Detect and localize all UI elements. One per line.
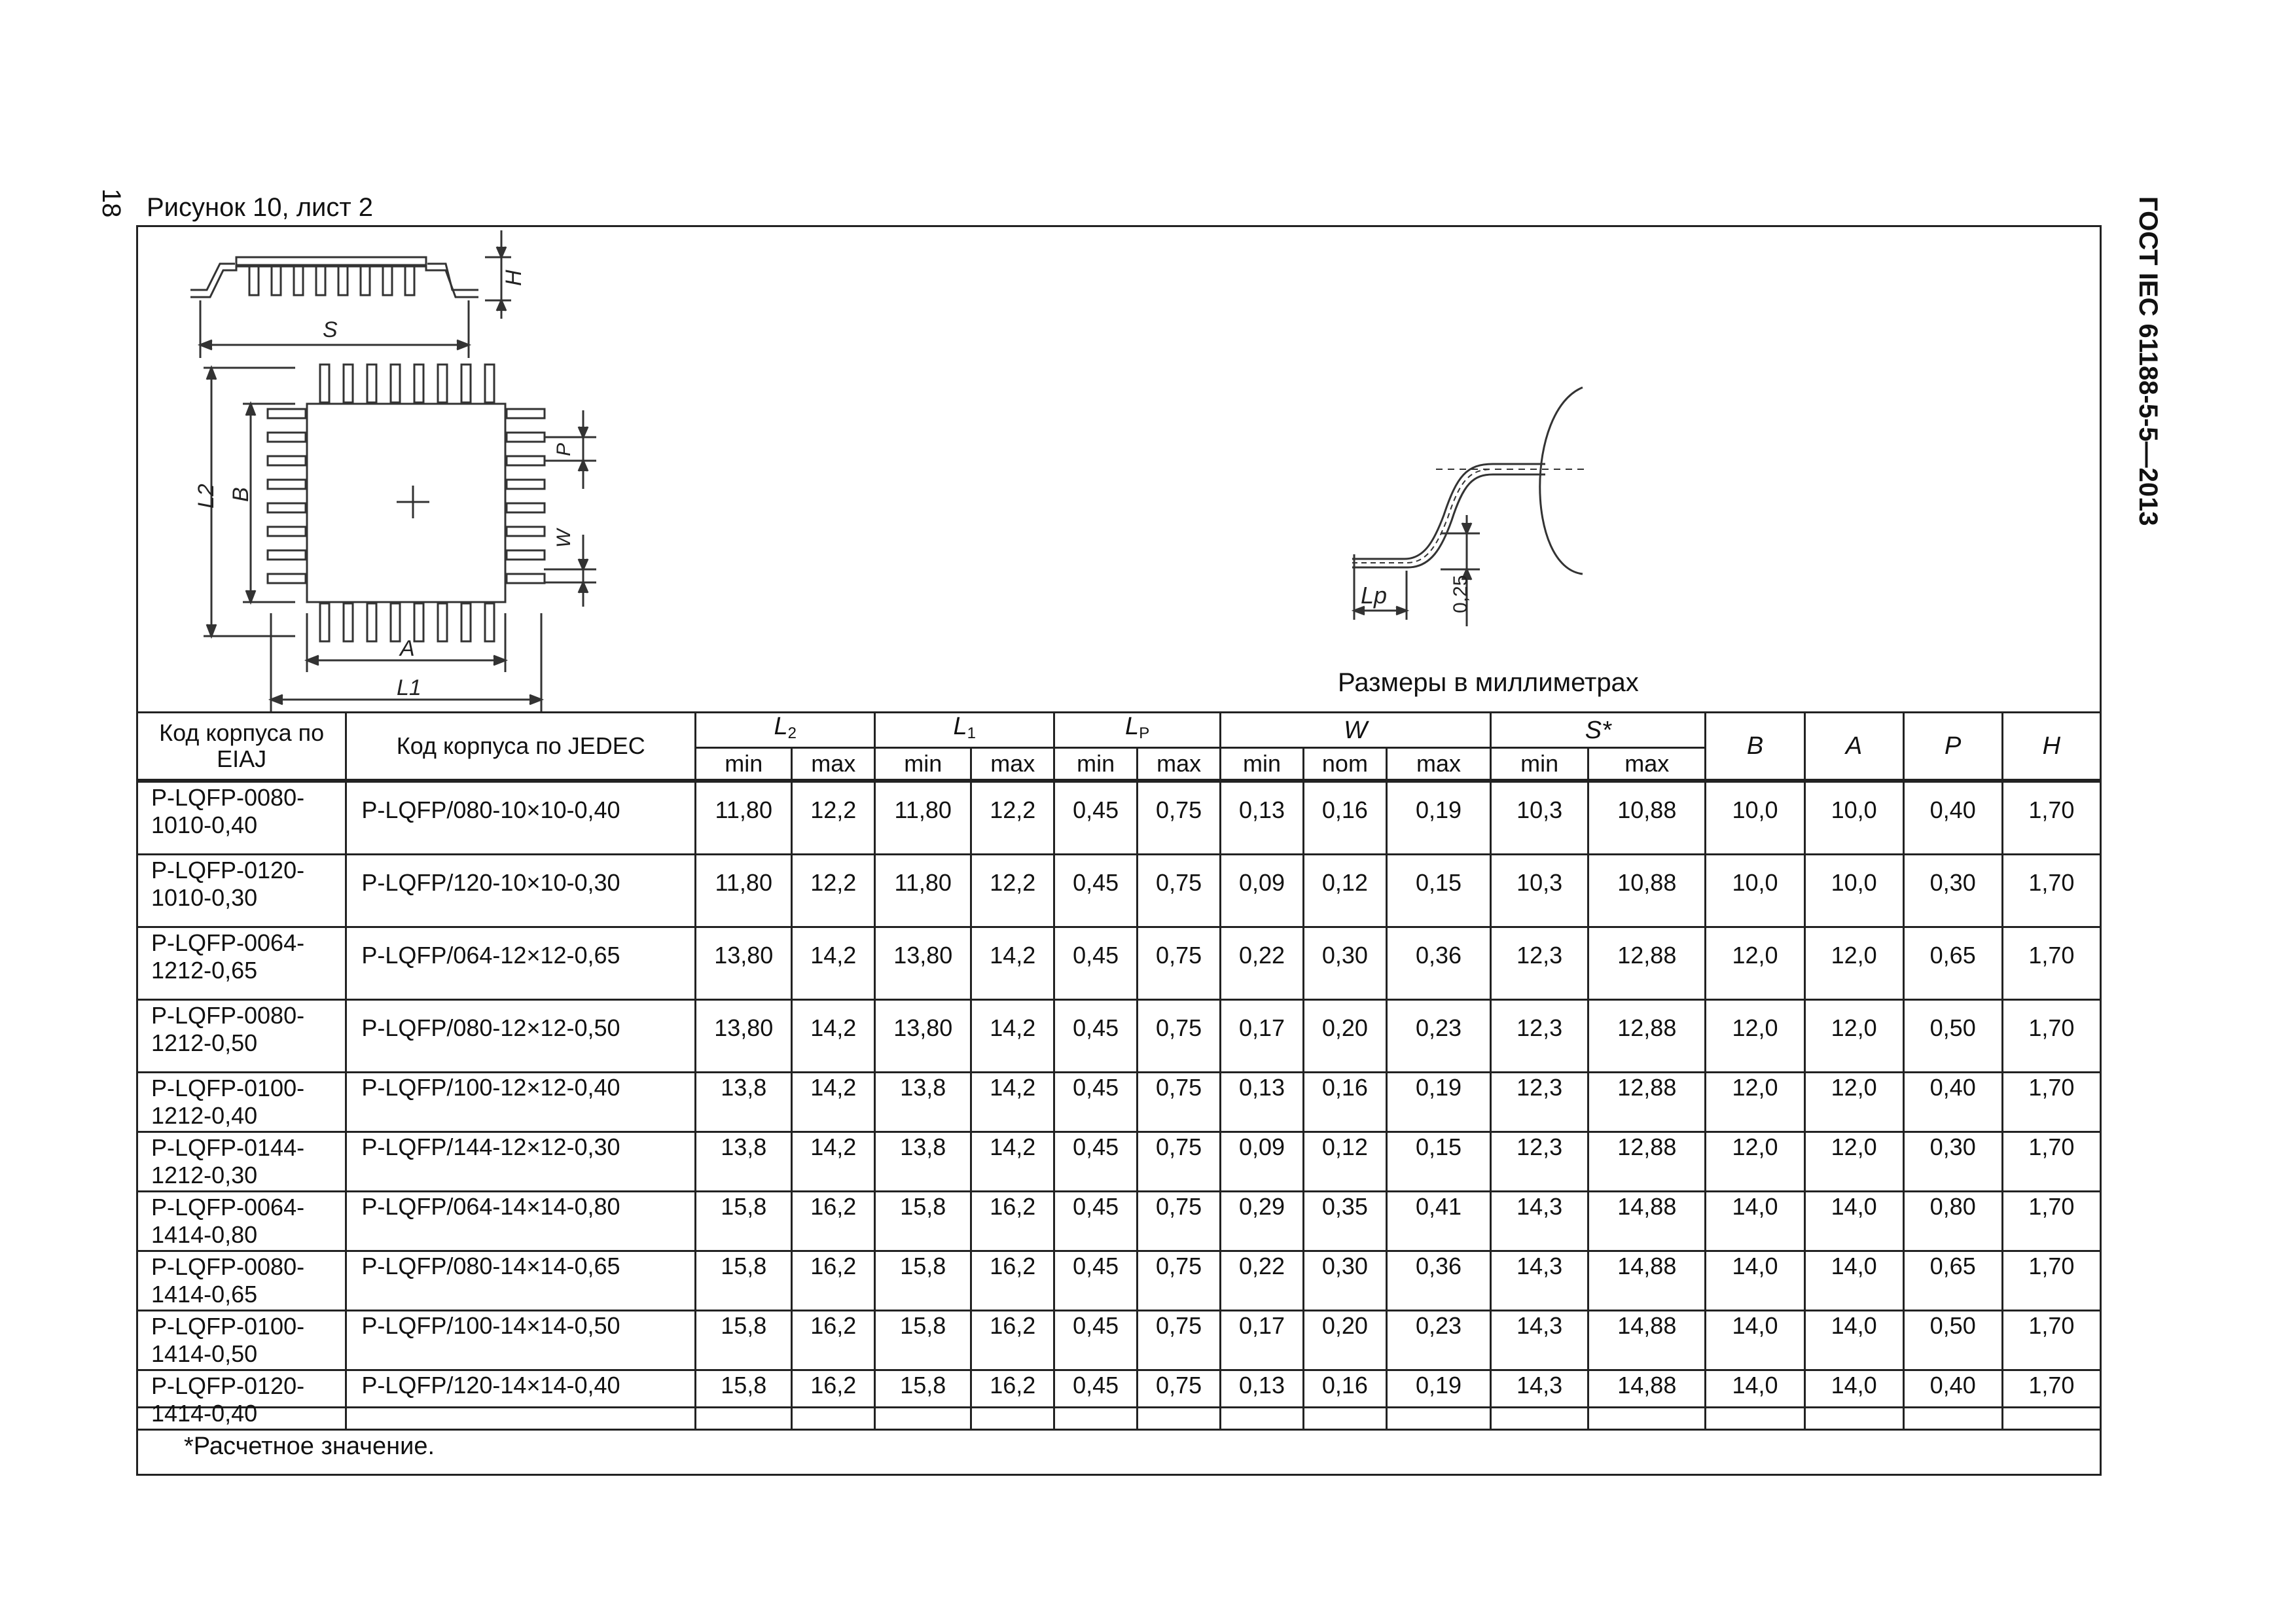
value-cell: 16,2 [971, 1311, 1054, 1370]
side-view [190, 230, 526, 358]
value-cell: 14,0 [1804, 1192, 1903, 1251]
value-cell: 0,80 [1903, 1192, 2002, 1251]
table-row [137, 1073, 2101, 1132]
label-025: 0,25 [1450, 575, 1471, 613]
lead-detail [1352, 387, 1585, 626]
value-cell: 16,2 [792, 1370, 875, 1430]
value-cell: 0,45 [1054, 1132, 1138, 1192]
value-cell: 14,88 [1588, 1370, 1706, 1430]
value-cell: 10,0 [1804, 781, 1903, 855]
value-cell: 12,88 [1588, 927, 1706, 1000]
header-sub-min: min [1221, 748, 1304, 781]
value-cell: 0,45 [1054, 855, 1138, 927]
package-lead [268, 456, 306, 465]
value-cell: 12,0 [1804, 1000, 1903, 1073]
table-row [137, 1000, 2101, 1073]
value-cell: 0,45 [1054, 1251, 1138, 1311]
eiaj-code-cell: P-LQFP-0080-1212-0,50 [137, 1000, 346, 1073]
value-cell: 0,16 [1303, 781, 1386, 855]
value-cell: 1,70 [2002, 1192, 2100, 1251]
value-cell: 10,3 [1491, 781, 1588, 855]
side-lead [338, 266, 348, 295]
package-lead [268, 480, 306, 489]
header-Lp: $L_P$ [1054, 713, 1221, 748]
table-row [137, 1311, 2101, 1370]
standard-header: ГОСТ IEC 61188-5-5—2013 [2134, 196, 2162, 526]
value-cell: 0,22 [1221, 927, 1304, 1000]
jedec-code-cell: P-LQFP/080-10×10-0,40 [346, 781, 696, 855]
label-S: S [323, 317, 338, 342]
value-cell: 12,88 [1588, 1073, 1706, 1132]
side-lead [272, 266, 281, 295]
value-cell: 14,0 [1706, 1251, 1804, 1311]
value-cell: 0,30 [1303, 1251, 1386, 1311]
value-cell: 12,0 [1706, 1132, 1804, 1192]
value-cell: 15,8 [696, 1251, 792, 1311]
package-lead [461, 603, 471, 641]
value-cell: 0,75 [1138, 1132, 1221, 1192]
side-lead [361, 266, 370, 295]
value-cell: 14,0 [1804, 1370, 1903, 1430]
value-cell: 12,2 [971, 781, 1054, 855]
header-sub-max: max [1138, 748, 1221, 781]
package-lead [507, 409, 545, 418]
value-cell: 0,13 [1221, 1370, 1304, 1430]
value-cell: 1,70 [2002, 927, 2100, 1000]
package-drawing [138, 227, 2100, 711]
package-lead [344, 603, 353, 641]
value-cell: 10,88 [1588, 781, 1706, 855]
value-cell: 16,2 [971, 1370, 1054, 1430]
value-cell: 10,3 [1491, 855, 1588, 927]
value-cell: 14,2 [971, 1000, 1054, 1073]
value-cell: 0,40 [1903, 781, 2002, 855]
label-L2: L2 [194, 484, 219, 508]
side-lead [383, 266, 392, 295]
value-cell: 10,0 [1804, 855, 1903, 927]
value-cell: 11,80 [696, 781, 792, 855]
value-cell: 12,0 [1706, 1073, 1804, 1132]
package-lead [391, 603, 400, 641]
package-lead [367, 603, 376, 641]
value-cell: 0,17 [1221, 1000, 1304, 1073]
label-L1: L1 [397, 675, 422, 700]
value-cell: 12,3 [1491, 1000, 1588, 1073]
value-cell: 12,0 [1804, 1132, 1903, 1192]
jedec-code-cell: P-LQFP/120-14×14-0,40 [346, 1370, 696, 1430]
header-sub-min: min [875, 748, 971, 781]
package-lead [367, 365, 376, 402]
value-cell: 12,0 [1706, 927, 1804, 1000]
package-lead [438, 365, 447, 402]
value-cell: 0,15 [1386, 1132, 1490, 1192]
package-lead [268, 527, 306, 536]
value-cell: 16,2 [792, 1192, 875, 1251]
value-cell: 12,0 [1804, 1073, 1903, 1132]
table-row [137, 855, 2101, 927]
value-cell: 14,2 [971, 927, 1054, 1000]
value-cell: 14,88 [1588, 1192, 1706, 1251]
value-cell: 1,70 [2002, 1370, 2100, 1430]
value-cell: 0,17 [1221, 1311, 1304, 1370]
value-cell: 0,50 [1903, 1000, 2002, 1073]
value-cell: 0,75 [1138, 1073, 1221, 1132]
value-cell: 15,8 [696, 1370, 792, 1430]
value-cell: 0,75 [1138, 1000, 1221, 1073]
header-jedec: Код корпуса по JEDEC [346, 713, 696, 781]
label-W: W [553, 529, 575, 548]
label-B: B [228, 487, 253, 502]
value-cell: 0,35 [1303, 1192, 1386, 1251]
header-sub-max: max [1386, 748, 1490, 781]
table-footnote: *Расчетное значение. [137, 1430, 2101, 1475]
jedec-code-cell: P-LQFP/064-14×14-0,80 [346, 1192, 696, 1251]
value-cell: 14,3 [1491, 1192, 1588, 1251]
table-row [137, 1370, 2101, 1430]
jedec-code-cell: P-LQFP/144-12×12-0,30 [346, 1132, 696, 1192]
value-cell: 0,13 [1221, 1073, 1304, 1132]
value-cell: 0,12 [1303, 1132, 1386, 1192]
value-cell: 15,8 [875, 1370, 971, 1430]
value-cell: 0,45 [1054, 1192, 1138, 1251]
value-cell: 13,80 [875, 927, 971, 1000]
value-cell: 13,8 [696, 1132, 792, 1192]
value-cell: 13,80 [696, 927, 792, 1000]
value-cell: 15,8 [696, 1311, 792, 1370]
value-cell: 0,19 [1386, 1370, 1490, 1430]
package-lead [268, 409, 306, 418]
value-cell: 0,19 [1386, 781, 1490, 855]
value-cell: 0,29 [1221, 1192, 1304, 1251]
value-cell: 10,0 [1706, 781, 1804, 855]
value-cell: 14,88 [1588, 1311, 1706, 1370]
value-cell: 0,40 [1903, 1073, 2002, 1132]
jedec-code-cell: P-LQFP/100-12×12-0,40 [346, 1073, 696, 1132]
package-lead [438, 603, 447, 641]
value-cell: 13,8 [696, 1073, 792, 1132]
package-lead [320, 365, 329, 402]
value-cell: 0,30 [1903, 1132, 2002, 1192]
value-cell: 11,80 [875, 781, 971, 855]
value-cell: 11,80 [875, 855, 971, 927]
value-cell: 0,13 [1221, 781, 1304, 855]
side-lead [249, 266, 259, 295]
value-cell: 0,36 [1386, 1251, 1490, 1311]
value-cell: 1,70 [2002, 855, 2100, 927]
header-W: W [1221, 713, 1491, 748]
value-cell: 0,75 [1138, 781, 1221, 855]
eiaj-code-cell: P-LQFP-0080-1010-0,40 [137, 781, 346, 855]
side-lead [316, 266, 325, 295]
package-lead [268, 574, 306, 583]
value-cell: 14,0 [1706, 1192, 1804, 1251]
value-cell: 10,88 [1588, 855, 1706, 927]
value-cell: 0,20 [1303, 1000, 1386, 1073]
eiaj-code-cell: P-LQFP-0100-1414-0,50 [137, 1311, 346, 1370]
header-S: S* [1491, 713, 1706, 748]
package-lead [485, 603, 494, 641]
jedec-code-cell: P-LQFP/100-14×14-0,50 [346, 1311, 696, 1370]
value-cell: 1,70 [2002, 1311, 2100, 1370]
value-cell: 0,45 [1054, 1311, 1138, 1370]
eiaj-code-cell: P-LQFP-0064-1212-0,65 [137, 927, 346, 1000]
value-cell: 1,70 [2002, 1000, 2100, 1073]
package-lead [507, 550, 545, 560]
package-lead [485, 365, 494, 402]
value-cell: 12,3 [1491, 1073, 1588, 1132]
value-cell: 11,80 [696, 855, 792, 927]
value-cell: 12,2 [971, 855, 1054, 927]
package-lead [344, 365, 353, 402]
value-cell: 16,2 [971, 1251, 1054, 1311]
header-sub-max: max [1588, 748, 1706, 781]
value-cell: 0,36 [1386, 927, 1490, 1000]
header-B: B [1706, 713, 1804, 781]
header-sub-max: max [971, 748, 1054, 781]
value-cell: 0,65 [1903, 927, 2002, 1000]
value-cell: 0,16 [1303, 1370, 1386, 1430]
value-cell: 14,3 [1491, 1251, 1588, 1311]
value-cell: 12,2 [792, 781, 875, 855]
value-cell: 0,40 [1903, 1370, 2002, 1430]
header-P: P [1903, 713, 2002, 781]
eiaj-code-cell: P-LQFP-0064-1414-0,80 [137, 1192, 346, 1251]
value-cell: 0,30 [1903, 855, 2002, 927]
package-lead [507, 574, 545, 583]
header-A: A [1804, 713, 1903, 781]
eiaj-code-cell: P-LQFP-0080-1414-0,65 [137, 1251, 346, 1311]
value-cell: 0,45 [1054, 927, 1138, 1000]
label-P: P [553, 442, 575, 456]
value-cell: 0,75 [1138, 1311, 1221, 1370]
value-cell: 13,8 [875, 1073, 971, 1132]
value-cell: 1,70 [2002, 1073, 2100, 1132]
value-cell: 16,2 [792, 1311, 875, 1370]
header-sub-min: min [1054, 748, 1138, 781]
value-cell: 14,0 [1804, 1311, 1903, 1370]
figure-caption: Рисунок 10, лист 2 [147, 193, 374, 222]
header-H: H [2002, 713, 2100, 781]
value-cell: 15,8 [696, 1192, 792, 1251]
package-lead [461, 365, 471, 402]
package-lead [507, 456, 545, 465]
value-cell: 1,70 [2002, 781, 2100, 855]
value-cell: 1,70 [2002, 1251, 2100, 1311]
value-cell: 15,8 [875, 1251, 971, 1311]
header-sub-min: min [696, 748, 792, 781]
jedec-code-cell: P-LQFP/080-14×14-0,65 [346, 1251, 696, 1311]
eiaj-code-cell: P-LQFP-0120-1414-0,40 [137, 1370, 346, 1430]
value-cell: 16,2 [792, 1251, 875, 1311]
value-cell: 12,88 [1588, 1000, 1706, 1073]
value-cell: 12,88 [1588, 1132, 1706, 1192]
package-lead [268, 550, 306, 560]
page-number: 18 [97, 188, 126, 218]
label-Lp: Lp [1361, 582, 1388, 609]
value-cell: 0,09 [1221, 1132, 1304, 1192]
package-lead [391, 365, 400, 402]
value-cell: 12,0 [1706, 1000, 1804, 1073]
value-cell: 14,0 [1804, 1251, 1903, 1311]
package-lead [507, 480, 545, 489]
value-cell: 0,30 [1303, 927, 1386, 1000]
header-eiaj: Код корпуса по EIAJ [137, 713, 346, 781]
header-sub-nom: nom [1303, 748, 1386, 781]
value-cell: 14,2 [792, 927, 875, 1000]
jedec-code-cell: P-LQFP/120-10×10-0,30 [346, 855, 696, 927]
value-cell: 0,45 [1054, 1370, 1138, 1430]
value-cell: 14,2 [792, 1000, 875, 1073]
units-note: Размеры в миллиметрах [1338, 668, 1639, 697]
value-cell: 10,0 [1706, 855, 1804, 927]
table-row [137, 927, 2101, 1000]
value-cell: 0,12 [1303, 855, 1386, 927]
value-cell: 0,22 [1221, 1251, 1304, 1311]
value-cell: 0,75 [1138, 927, 1221, 1000]
value-cell: 0,41 [1386, 1192, 1490, 1251]
value-cell: 0,65 [1903, 1251, 2002, 1311]
value-cell: 14,0 [1706, 1311, 1804, 1370]
package-lead [320, 603, 329, 641]
header-L1: $L_1$ [875, 713, 1054, 748]
package-lead [414, 603, 423, 641]
value-cell: 12,3 [1491, 927, 1588, 1000]
value-cell: 0,45 [1054, 781, 1138, 855]
table-row [137, 1132, 2101, 1192]
eiaj-code-cell: P-LQFP-0144-1212-0,30 [137, 1132, 346, 1192]
value-cell: 0,75 [1138, 855, 1221, 927]
value-cell: 0,75 [1138, 1192, 1221, 1251]
header-sub-min: min [1491, 748, 1588, 781]
value-cell: 0,75 [1138, 1251, 1221, 1311]
value-cell: 1,70 [2002, 1132, 2100, 1192]
table-row [137, 1251, 2101, 1311]
table-row [137, 1192, 2101, 1251]
value-cell: 14,3 [1491, 1370, 1588, 1430]
value-cell: 14,2 [971, 1132, 1054, 1192]
value-cell: 0,50 [1903, 1311, 2002, 1370]
package-lead [268, 433, 306, 442]
side-lead [405, 266, 414, 295]
value-cell: 13,80 [875, 1000, 971, 1073]
table-row [137, 781, 2101, 855]
value-cell: 0,45 [1054, 1000, 1138, 1073]
header-sub-max: max [792, 748, 875, 781]
jedec-code-cell: P-LQFP/064-12×12-0,65 [346, 927, 696, 1000]
value-cell: 14,88 [1588, 1251, 1706, 1311]
value-cell: 0,23 [1386, 1000, 1490, 1073]
label-H: H [501, 270, 526, 286]
package-lead [268, 503, 306, 512]
value-cell: 13,8 [875, 1132, 971, 1192]
value-cell: 0,23 [1386, 1311, 1490, 1370]
value-cell: 12,3 [1491, 1132, 1588, 1192]
value-cell: 14,2 [792, 1132, 875, 1192]
value-cell: 14,3 [1491, 1311, 1588, 1370]
value-cell: 15,8 [875, 1192, 971, 1251]
value-cell: 12,0 [1804, 927, 1903, 1000]
jedec-code-cell: P-LQFP/080-12×12-0,50 [346, 1000, 696, 1073]
package-lead [414, 365, 423, 402]
value-cell: 13,80 [696, 1000, 792, 1073]
eiaj-code-cell: P-LQFP-0100-1212-0,40 [137, 1073, 346, 1132]
value-cell: 15,8 [875, 1311, 971, 1370]
package-lead [507, 503, 545, 512]
package-lead [507, 527, 545, 536]
value-cell: 16,2 [971, 1192, 1054, 1251]
value-cell: 14,2 [971, 1073, 1054, 1132]
value-cell: 0,75 [1138, 1370, 1221, 1430]
header-L2: $L_2$ [696, 713, 875, 748]
dimensions-table [136, 711, 2102, 1476]
value-cell: 12,2 [792, 855, 875, 927]
value-cell: 0,45 [1054, 1073, 1138, 1132]
value-cell: 14,2 [792, 1073, 875, 1132]
value-cell: 0,20 [1303, 1311, 1386, 1370]
package-lead [507, 433, 545, 442]
value-cell: 0,19 [1386, 1073, 1490, 1132]
value-cell: 0,09 [1221, 855, 1304, 927]
side-lead [294, 266, 303, 295]
value-cell: 0,16 [1303, 1073, 1386, 1132]
value-cell: 0,15 [1386, 855, 1490, 927]
label-A: A [400, 636, 415, 661]
top-view [194, 365, 596, 711]
value-cell: 14,0 [1706, 1370, 1804, 1430]
eiaj-code-cell: P-LQFP-0120-1010-0,30 [137, 855, 346, 927]
